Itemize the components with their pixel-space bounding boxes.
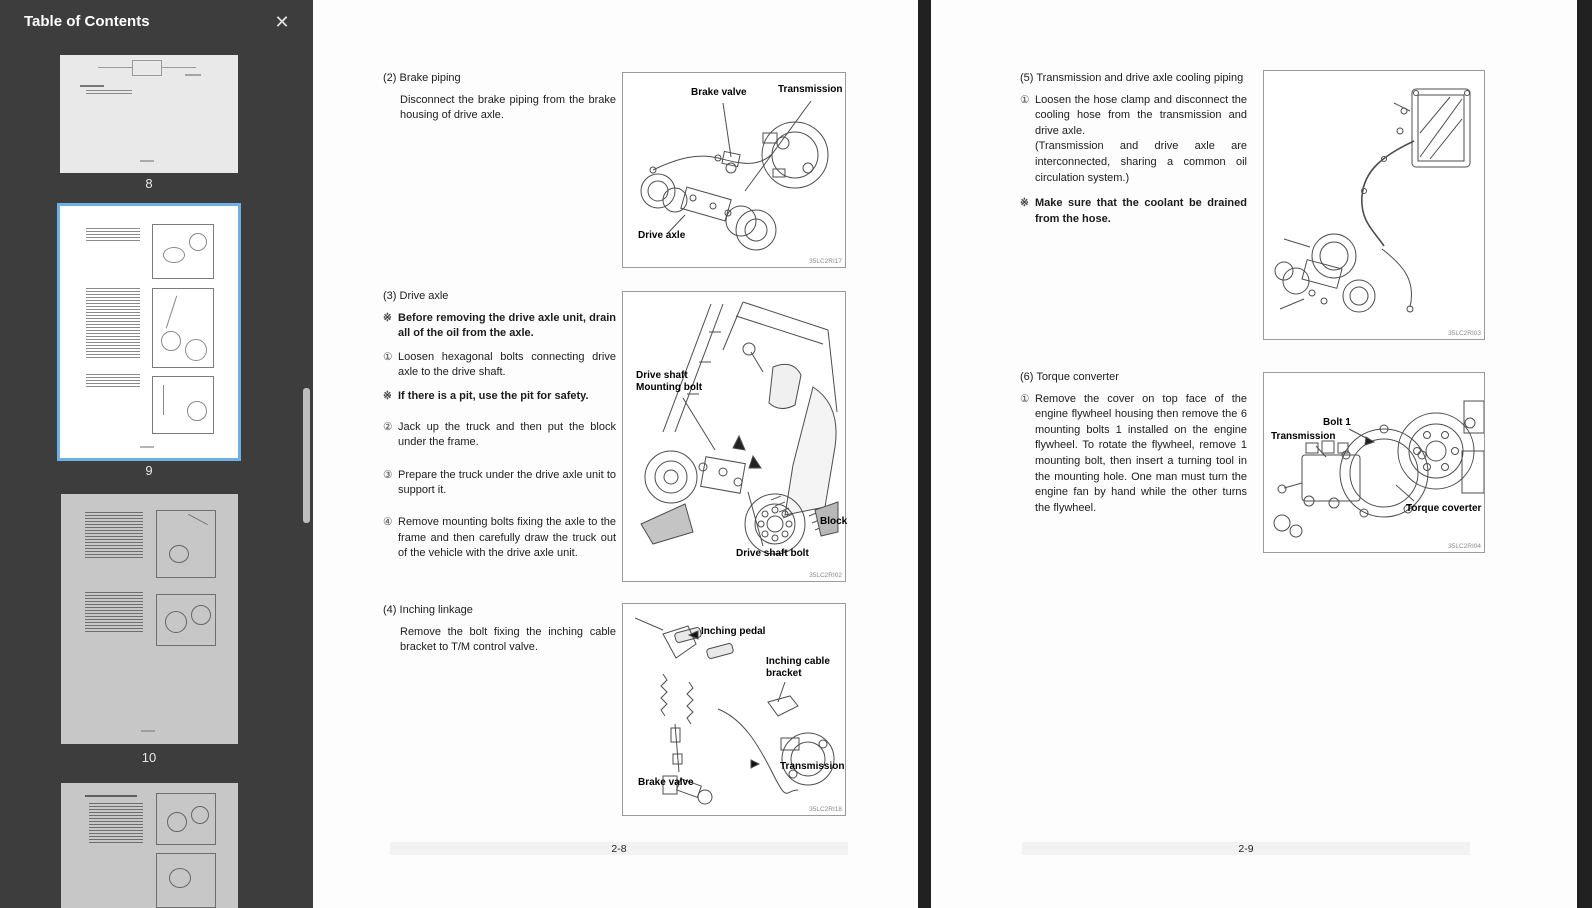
section-brake-piping: [383, 71, 616, 124]
section-heading: [383, 71, 616, 87]
toc-title: Table of Contents: [24, 13, 150, 30]
thumb8-flowchart-box: [132, 60, 162, 76]
thumbnail-label-10: 10: [141, 750, 157, 765]
right-page: [931, 0, 1577, 908]
section-title: Inching linkage: [399, 604, 473, 616]
thumbnail-page-11-partial[interactable]: [61, 783, 238, 908]
figure-code: 35LC2RI02: [809, 572, 842, 579]
step-text: Loosen the hose clamp and disconnect the cooling hose from the transmission and drive axle. (Transmission and drive axle are interconnected, sharing a common oil circulation system.): [1035, 93, 1247, 187]
section-number: (6): [1020, 371, 1034, 383]
section-heading: [383, 603, 616, 619]
figure-label-inching-pedal: Inching pedal: [701, 626, 766, 637]
page-footer: [390, 842, 848, 855]
step-item: ② Jack up the truck and then put the block under the frame.: [383, 420, 616, 449]
figure-label-brake-valve: Brake valve: [638, 777, 694, 788]
close-icon[interactable]: ✕: [274, 11, 290, 32]
figure-brake-piping: [622, 72, 846, 268]
section-title: Brake piping: [399, 72, 461, 84]
figure-torque-converter: [1263, 372, 1485, 553]
section-number: (5): [1020, 72, 1034, 84]
figure-code: 35LC2RI18: [809, 806, 842, 813]
step-item: ① Loosen hexagonal bolts connecting drive axle to the drive shaft.: [383, 350, 616, 379]
section-heading: [383, 289, 616, 305]
figure-inching-linkage: [622, 603, 846, 816]
section-body: Disconnect the brake piping from the brake housing of drive axle.: [400, 93, 616, 122]
sidebar-scrollbar-thumb[interactable]: [303, 388, 310, 523]
figure-label-block: Block: [820, 516, 848, 527]
thumb8-footer: [140, 160, 154, 162]
figure-label-brake-valve: Brake valve: [691, 87, 747, 98]
step-item: ① Loosen the hose clamp and disconnect the cooling hose from the transmission and drive axle. (Transmission and drive axle are interconnected, sharing a common oil circulation system.): [1020, 93, 1247, 187]
section-drive-axle: [383, 289, 616, 574]
section-inching-linkage: [383, 603, 616, 656]
step-note: (Transmission and drive axle are interconnected, sharing a common oil circulation system.): [1035, 140, 1247, 184]
thumb10-text: [85, 512, 143, 560]
thumb8-text: [86, 90, 132, 94]
section-heading: [1020, 370, 1247, 386]
section-body: Remove the bolt fixing the inching cable bracket to T/M control valve.: [400, 625, 616, 654]
thumb10-text: [85, 592, 143, 634]
section-cooling-piping: [1020, 71, 1247, 239]
page-number: 2-9: [1238, 842, 1254, 855]
figure-label-drive-shaft: Drive shaft Mounting bolt: [636, 370, 703, 393]
figure-label-inching-cable-bracket: Inching cable bracket: [766, 656, 830, 679]
thumb11-heading-bar: [85, 795, 137, 797]
figure-code: 35LC2RI04: [1448, 543, 1481, 550]
section-title: Drive axle: [399, 290, 449, 302]
figure-code: 35LC2RI03: [1448, 330, 1481, 337]
thumbnail-label-9: 9: [145, 463, 153, 478]
left-page: [313, 0, 918, 908]
section-heading: [1020, 71, 1247, 87]
step-item: ① Remove the cover on top face of the engine flywheel housing then remove the 6 mounting bolts 1 installed on the engine flywheel. To rotate the flywheel, remove 1 mounting bolt, then insert a turning tool in the mounting hole. One man must turn the engine fan by hand while the other turns the flywheel.: [1020, 392, 1247, 514]
figure-label-transmission: Transmission: [778, 84, 843, 95]
figure-label-bolt-1: Bolt 1: [1323, 417, 1351, 428]
thumb9-footer: [140, 446, 154, 448]
thumb8-figcode: [185, 74, 201, 76]
section-title: Transmission and drive axle cooling piping: [1036, 72, 1244, 84]
thumb9-text: [86, 228, 140, 241]
figure-label-drive-axle: Drive axle: [638, 230, 686, 241]
thumb10-footer: [141, 730, 155, 732]
page-footer: [1022, 842, 1470, 855]
step-item: ③ Prepare the truck under the drive axle unit to support it.: [383, 468, 616, 497]
figure-label-transmission: Transmission: [1271, 431, 1336, 442]
thumb9-text: [86, 288, 140, 360]
figure-illustration: [1264, 71, 1484, 339]
thumb8-line: [98, 67, 132, 68]
section-number: (2): [383, 72, 397, 84]
step-item: ※ Before removing the drive axle unit, drain all of the oil from the axle.: [383, 311, 616, 340]
thumbnail-page-9-selected[interactable]: [57, 203, 241, 461]
thumbnail-page-8[interactable]: [60, 55, 238, 173]
figure-illustration: [623, 292, 848, 581]
thumbnail-label-8: 8: [145, 176, 153, 191]
figure-illustration: [1264, 373, 1484, 552]
figure-drive-axle: [622, 291, 846, 582]
thumb8-heading-bar: [80, 85, 104, 87]
section-title: Torque converter: [1036, 371, 1119, 383]
figure-label-drive-shaft-bolt: Drive shaft bolt: [736, 548, 809, 559]
thumb8-line: [162, 67, 196, 68]
step-item: ④ Remove mounting bolts fixing the axle to the frame and then carefully draw the truck out of the vehicle with the drive axle unit.: [383, 515, 616, 560]
figure-code: 35LC2RI17: [809, 258, 842, 265]
section-torque-converter: [1020, 370, 1247, 528]
page-number: 2-8: [611, 842, 627, 855]
thumbnail-page-10[interactable]: [61, 494, 238, 744]
section-number: (3): [383, 290, 397, 302]
step-item: ※ Make sure that the coolant be drained from the hose.: [1020, 197, 1247, 225]
thumb11-text: [89, 803, 143, 843]
figure-cooling-piping: [1263, 70, 1485, 340]
toc-sidebar: [0, 0, 313, 908]
figure-label-torque-converter: Torque coverter: [1406, 503, 1482, 514]
thumb9-text: [86, 374, 140, 388]
step-item: ※ If there is a pit, use the pit for safety.: [383, 389, 589, 402]
figure-label-transmission: Transmission: [780, 761, 845, 772]
section-number: (4): [383, 604, 397, 616]
